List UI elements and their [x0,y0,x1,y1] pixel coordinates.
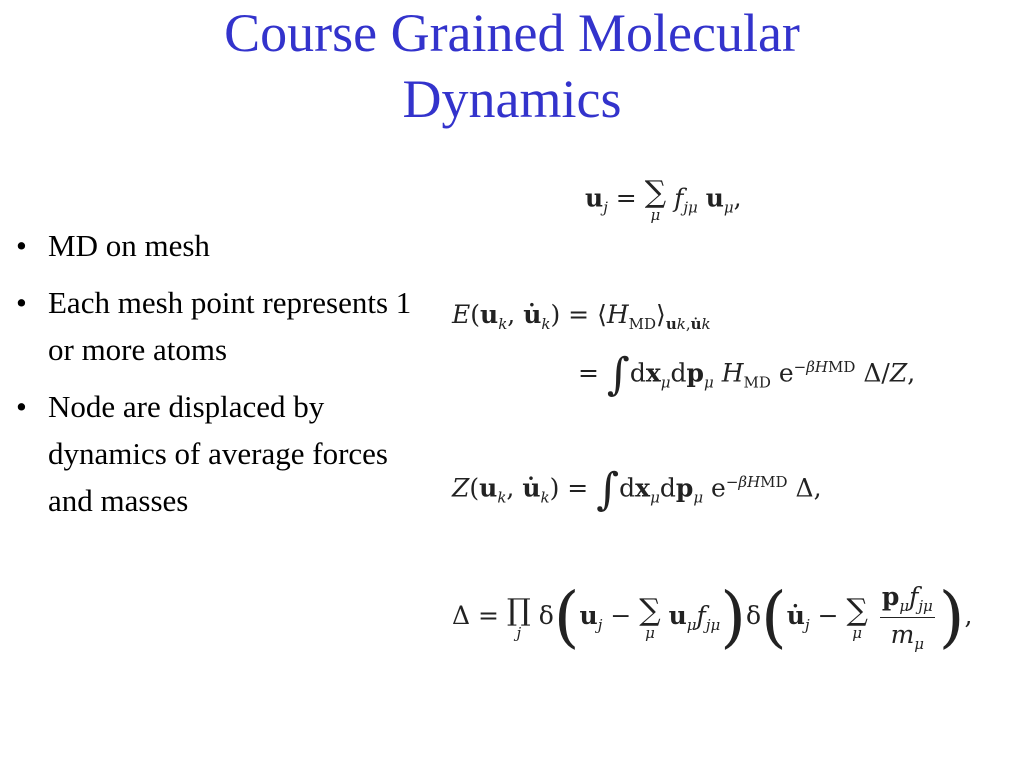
equation-displacement-image: $u_j$ = ∑ μ $f_{j\mu}$ $u_\mu$, [585,175,742,224]
bullet-text: Each mesh point represents 1 or more atoms [48,285,412,367]
bullet-list [12,222,412,534]
bullet-text: Node are displaced by dynamics of average forces and masses [48,389,388,518]
equation-partition-image: $Z(u_k$, $u̇_k) = \int dx_\mu dp_\mu$ $e^{-\beta HMD}$ Δ, [452,464,822,515]
bullet-item [12,279,412,373]
bullet-marker: • [16,285,27,320]
bullet-text: MD on mesh [48,228,210,263]
equation-energy-integral-image: = $\int dx_\mu dp_\mu$ $H_{MD}$ $e^{-\beta HMD}$ Δ/Z, [578,349,916,400]
title-line-2: Dynamics [402,69,622,129]
slide-title [112,0,912,132]
bullet-item [12,222,412,269]
equation-delta-image: Δ = ∏ j $\delta(u_j$ − ∑ μ $u_\mu f_{j\mu})\delta(u̇_j$ − ∑ μ $\frac{p_\mu f_{j\mu}}{m_\mu}$ ), [452,578,973,656]
equation-energy-image: $E(u_k$, $u̇_k$) = $⟨H_{MD}⟩_{uk,u̇k}$ [452,300,711,333]
title-line-1: Course Grained Molecular [224,3,800,63]
bullet-marker: • [16,389,27,424]
bullet-marker: • [16,228,27,263]
bullet-item [12,383,412,524]
